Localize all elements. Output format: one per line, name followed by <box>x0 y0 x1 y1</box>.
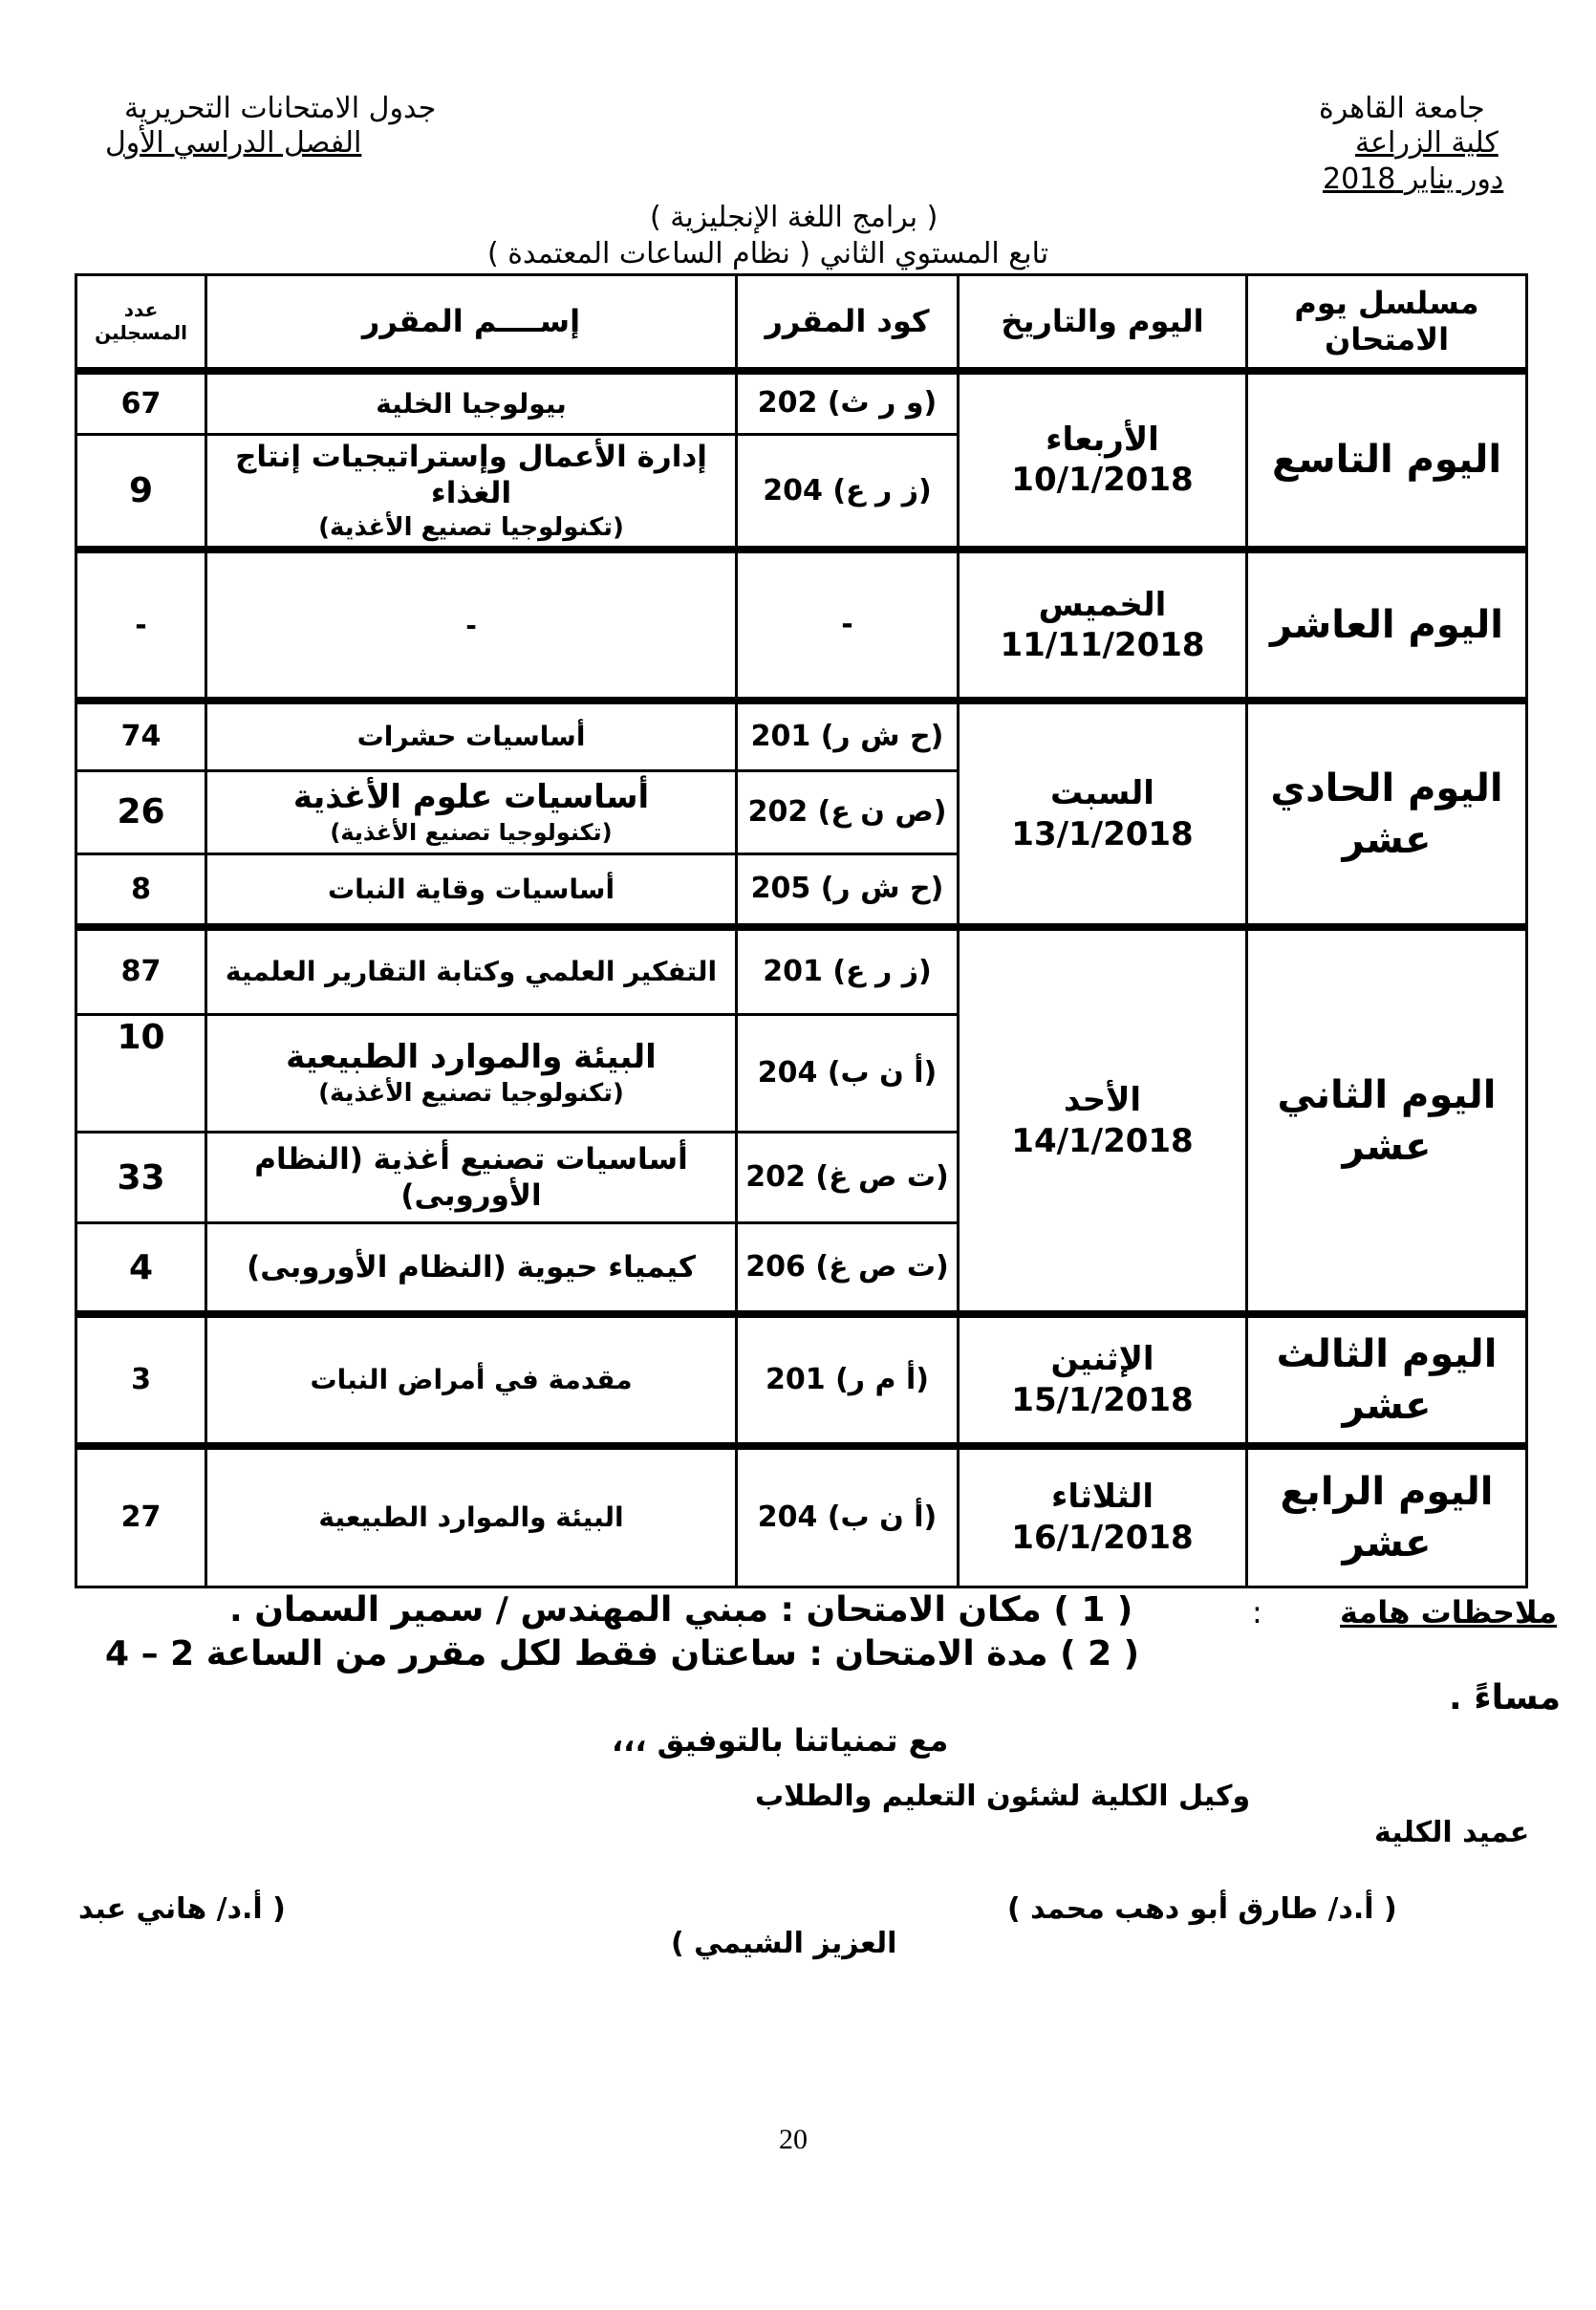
course-code: (ح ش ر) 201 <box>737 701 959 770</box>
header-course-name: إســــم المقرر <box>206 275 737 371</box>
course-name: البيئة والموارد الطبيعية <box>206 1446 737 1587</box>
course-name-main: إدارة الأعمال وإستراتيجيات إنتاج الغذاء <box>235 439 707 511</box>
registered-count: 74 <box>76 701 206 770</box>
note-2-continued: مساءً . <box>1449 1678 1562 1717</box>
dean-title: عميد الكلية <box>1374 1816 1530 1849</box>
registered-count: 87 <box>76 927 206 1014</box>
course-name-main: أساسيات علوم الأغذية <box>292 778 650 817</box>
registered-count: 27 <box>76 1446 206 1587</box>
table-row <box>76 550 1527 701</box>
day-date <box>959 1446 1247 1587</box>
day-serial: اليوم الحادي عشر <box>1247 701 1527 927</box>
course-code: (أ ن ب) 204 <box>737 1014 959 1133</box>
weekday: السبت <box>1050 774 1154 813</box>
day-group-14 <box>76 1446 1527 1587</box>
course-name <box>206 1014 737 1133</box>
weekday: الإثنين <box>1050 1340 1154 1379</box>
date: 15/1/2018 <box>1011 1380 1194 1419</box>
faculty-name: كلية الزراعة <box>1355 126 1499 160</box>
program-label: ( برامج اللغة الإنجليزية ) <box>650 201 938 234</box>
day-date <box>959 701 1247 927</box>
table-row <box>76 1314 1527 1446</box>
vice-dean-name: ( أ.د/ طارق أبو دهب محمد ) <box>1007 1892 1397 1926</box>
document-title: جدول الامتحانات التحريرية <box>124 92 437 125</box>
date: 13/1/2018 <box>1011 814 1194 853</box>
note-2: ( 2 ) مدة الامتحان : ساعتان فقط لكل مقرر من الساعة 2 – 4 <box>105 1634 1140 1673</box>
weekday: الأحد <box>1063 1081 1142 1120</box>
registered-count: 3 <box>76 1314 206 1446</box>
level-label: تابع المستوي الثاني ( نظام الساعات المعتمدة ) <box>487 237 1049 270</box>
day-date <box>959 1314 1247 1446</box>
vice-dean-title: وكيل الكلية لشئون التعليم والطلاب <box>755 1780 1251 1813</box>
table-header-row <box>76 275 1527 371</box>
day-date <box>959 550 1247 701</box>
page-number: 20 <box>779 2124 808 2155</box>
table-row <box>76 1446 1527 1587</box>
day-date <box>959 371 1247 551</box>
date: 10/1/2018 <box>1011 461 1194 500</box>
closing-wishes: مع تمنياتنا بالتوفيق ،،، <box>612 1722 949 1759</box>
registered-count: 9 <box>76 434 206 550</box>
day-serial: اليوم الرابع عشر <box>1247 1446 1527 1587</box>
table-row <box>76 927 1527 1014</box>
registered-count: 4 <box>76 1223 206 1314</box>
registered-count: 67 <box>76 371 206 435</box>
dean-name-continued: العزيز الشيمي ) <box>671 1927 897 1960</box>
course-code: (و ر ث) 202 <box>737 371 959 435</box>
course-name: كيمياء حيوية (النظام الأوروبى) <box>206 1223 737 1314</box>
day-serial: اليوم العاشر <box>1247 550 1527 701</box>
notes-colon: : <box>1252 1594 1262 1630</box>
course-name <box>206 434 737 550</box>
course-name: التفكير العلمي وكتابة التقارير العلمية <box>206 927 737 1014</box>
course-code: (ص ن ع) 202 <box>737 770 959 853</box>
exam-session: دور يناير 2018 <box>1323 162 1504 196</box>
course-name: مقدمة في أمراض النبات <box>206 1314 737 1446</box>
course-name: أساسيات وقاية النبات <box>206 853 737 927</box>
university-name: جامعة القاهرة <box>1319 92 1485 125</box>
course-name-main: البيئة والموارد الطبيعية <box>286 1038 657 1077</box>
date: 14/1/2018 <box>1011 1121 1194 1160</box>
exam-schedule-table <box>75 273 1528 1588</box>
header-course-code: كود المقرر <box>737 275 959 371</box>
course-name <box>206 770 737 853</box>
day-group-13 <box>76 1314 1527 1446</box>
registered-count: - <box>76 550 206 701</box>
note-1: ( 1 ) مكان الامتحان : مبني المهندس / سمير السمان . <box>229 1590 1133 1630</box>
day-group-11 <box>76 701 1527 927</box>
table-row <box>76 371 1527 435</box>
course-name: أساسيات تصنيع أغذية (النظام الأوروبى) <box>206 1133 737 1223</box>
weekday: الثلاثاء <box>1050 1478 1154 1517</box>
registered-count: 26 <box>76 770 206 853</box>
date: 11/11/2018 <box>1000 626 1205 665</box>
day-serial: اليوم الثالث عشر <box>1247 1314 1527 1446</box>
day-group-12 <box>76 927 1527 1314</box>
day-date <box>959 927 1247 1314</box>
course-name: - <box>206 550 737 701</box>
weekday: الخميس <box>1038 585 1167 624</box>
registered-count: 33 <box>76 1133 206 1223</box>
course-code: (أ م ر) 201 <box>737 1314 959 1446</box>
course-name-sub: (تكنولوجيا تصنيع الأغذية) <box>318 1078 624 1108</box>
course-name: بيولوجيا الخلية <box>206 371 737 435</box>
course-code: (أ ن ب) 204 <box>737 1446 959 1587</box>
course-code: (ت ص غ) 202 <box>737 1133 959 1223</box>
registered-count: 8 <box>76 853 206 927</box>
table-row <box>76 701 1527 770</box>
day-group-9 <box>76 371 1527 551</box>
notes-label: ملاحظات هامة <box>1340 1594 1558 1630</box>
registered-count: 10 <box>76 1014 206 1133</box>
course-code: (ز ر ع) 204 <box>737 434 959 550</box>
date: 16/1/2018 <box>1011 1518 1194 1557</box>
semester-label: الفصل الدراسي الأول <box>105 126 362 160</box>
course-code: (ت ص غ) 206 <box>737 1223 959 1314</box>
day-serial: اليوم التاسع <box>1247 371 1527 551</box>
weekday: الأربعاء <box>1046 420 1159 459</box>
course-name-sub: (تكنولوجيا تصنيع الأغذية) <box>318 513 624 543</box>
dean-name: ( أ.د/ هاني عبد <box>78 1892 286 1926</box>
header-day-date: اليوم والتاريخ <box>959 275 1247 371</box>
course-code: (ز ر ع) 201 <box>737 927 959 1014</box>
day-group-10 <box>76 550 1527 701</box>
header-day-serial: مسلسل يوم الامتحان <box>1247 275 1527 371</box>
header-registered: عدد المسجلين <box>76 275 206 371</box>
course-name-sub: (تكنولوجيا تصنيع الأغذية) <box>330 818 613 846</box>
day-serial: اليوم الثاني عشر <box>1247 927 1527 1314</box>
course-code: - <box>737 550 959 701</box>
course-name: أساسيات حشرات <box>206 701 737 770</box>
course-code: (ح ش ر) 205 <box>737 853 959 927</box>
